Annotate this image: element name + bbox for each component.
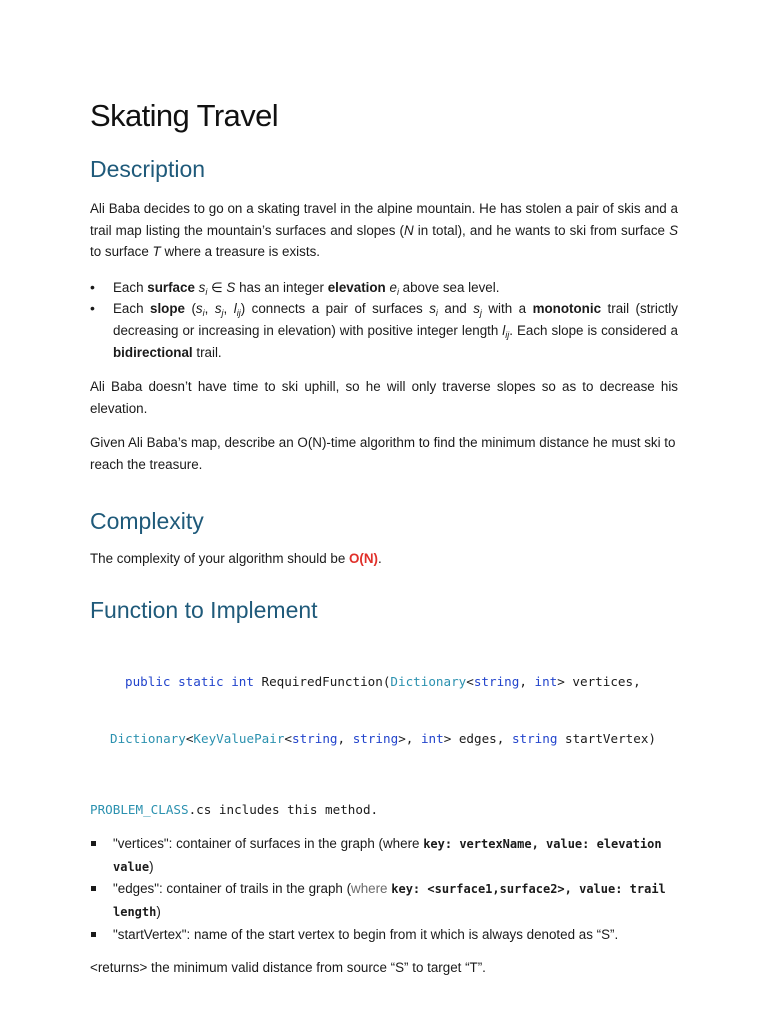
complexity-text: The complexity of your algorithm should be O(N). — [90, 550, 382, 566]
problem-class-line: PROBLEM_CLASS.cs includes this method. — [90, 802, 379, 818]
description-bullets — [90, 277, 678, 363]
complexity-value: O(N) — [349, 550, 379, 566]
returns-description: <returns> the minimum valid distance from source “S” to target “T”. — [90, 960, 486, 976]
bullet-slope: • Each slope ($s_i$, $s_j$, $l_{ij}$) connects a pair of surfaces $s_i$ and $s_j$ with a monotonic trail (strictly decreasing or increasing in elevation) with positive integer length $l_{ij}$. Each slope is considered a bidirectional trail. — [90, 298, 678, 363]
description-intro: Ali Baba decides to go on a skating travel in the alpine mountain. He has stolen a pair of skis and a trail map listing the mountain’s surfaces and slopes (N in total), and he wants to ski from surface S to surface T where a treasure is exists. — [90, 201, 678, 260]
function-heading: Function to Implement — [90, 597, 318, 624]
uphill-paragraph: Ali Baba doesn’t have time to ski uphill, so he will only traverse slopes so as to decrease his elevation. — [90, 379, 678, 416]
page-title: Skating Travel — [90, 98, 279, 133]
complexity-heading: Complexity — [90, 507, 204, 534]
parameter-list — [90, 833, 678, 945]
bullet-surface: • Each surface $s_i$ ∈ S has an integer elevation $e_i$ above sea level. — [90, 277, 678, 299]
param-vertices: "vertices": container of surfaces in the graph (where key: vertexName, value: elevation value) — [90, 833, 678, 878]
document-content — [90, 92, 678, 979]
param-edges: "edges": container of trails in the graph (where key: <surface1,surface2>, value: trail length) — [90, 878, 678, 923]
task-paragraph: Given Ali Baba’s map, describe an O(N)-time algorithm to find the minimum distance he must ski to reach the treasure. — [90, 435, 676, 472]
description-heading: Description — [90, 156, 206, 182]
function-signature: public static int RequiredFunction(Dictionary<string, int> vertices, Dictionary<KeyValuePair<string, string>, int> edges, string startVertex) — [110, 674, 657, 747]
param-start-vertex: "startVertex": name of the start vertex to begin from it which is always denoted as “S”. — [90, 924, 678, 946]
